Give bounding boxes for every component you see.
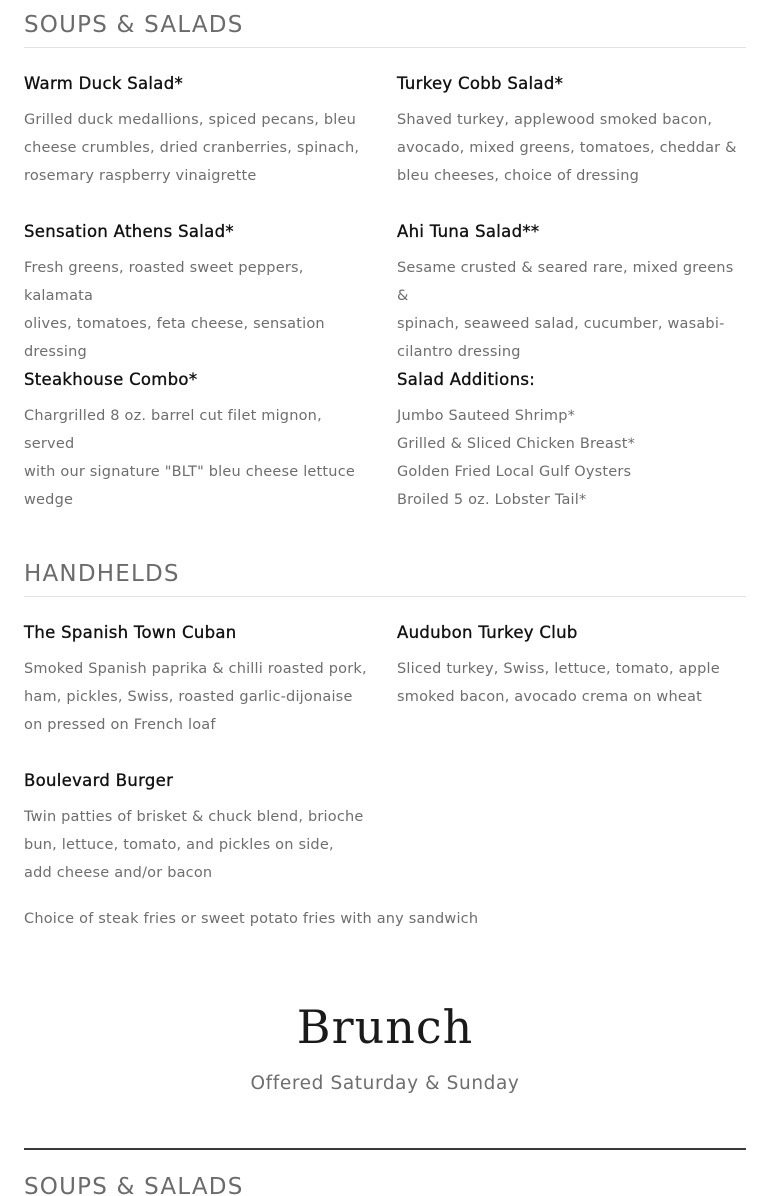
menu-item-name: Sensation Athens Salad* <box>24 222 234 241</box>
menu-item-description: Fresh greens, roasted sweet peppers, kalamata olives, tomatoes, feta cheese, sensation dressing <box>24 260 325 360</box>
menu-item-description: Chargrilled 8 oz. barrel cut filet mignon, served with our signature "BLT" bleu cheese lettuce wedge <box>24 408 355 508</box>
menu-item-description: Sesame crusted & seared rare, mixed greens & spinach, seaweed salad, cucumber, wasabi- cilantro dressing <box>397 260 734 360</box>
menu-item-name: Turkey Cobb Salad* <box>397 74 564 93</box>
section-title-handhelds: HANDHELDS <box>24 561 180 587</box>
menu-item-description: Sliced turkey, Swiss, lettuce, tomato, apple smoked bacon, avocado crema on wheat <box>397 661 720 705</box>
menu-item-name: Audubon Turkey Club <box>397 623 578 642</box>
menu-item <box>24 370 374 514</box>
brunch-divider <box>24 1148 746 1150</box>
menu-item-name: Boulevard Burger <box>24 771 174 790</box>
menu-item-description: Shaved turkey, applewood smoked bacon, avocado, mixed greens, tomatoes, cheddar & bleu cheeses, choice of dressing <box>397 112 737 184</box>
menu-item <box>24 74 374 190</box>
sandwich-sides-note: Choice of steak fries or sweet potato fries with any sandwich <box>24 911 479 927</box>
menu-item <box>397 222 747 366</box>
menu-item-name: The Spanish Town Cuban <box>24 623 237 642</box>
brunch-heading: Brunch <box>296 1000 474 1054</box>
section-title-soups-salads: SOUPS & SALADS <box>24 12 244 38</box>
menu-item <box>397 623 747 711</box>
section-divider <box>24 596 746 597</box>
menu-item-description: Twin patties of brisket & chuck blend, brioche bun, lettuce, tomato, and pickles on side, add cheese and/or bacon <box>24 809 364 881</box>
section-title-brunch-soups-salads: SOUPS & SALADS <box>24 1174 244 1196</box>
menu-item-name: Steakhouse Combo* <box>24 370 198 389</box>
menu-item <box>397 74 747 190</box>
menu-item <box>24 771 374 887</box>
section-divider <box>24 47 746 48</box>
menu-item-description: Grilled duck medallions, spiced pecans, bleu cheese crumbles, dried cranberries, spinach, rosemary raspberry vinaigrette <box>24 112 360 184</box>
menu-item <box>24 222 374 366</box>
menu-item-description: Jumbo Sauteed Shrimp* Grilled & Sliced Chicken Breast* Golden Fried Local Gulf Oysters Broiled 5 oz. Lobster Tail* <box>397 408 636 508</box>
menu-item-name: Warm Duck Salad* <box>24 74 184 93</box>
menu-item-salad-additions <box>397 370 747 514</box>
menu-item-name: Salad Additions: <box>397 370 536 389</box>
brunch-subtitle: Offered Saturday & Sunday <box>250 1073 520 1094</box>
menu-item-description: Smoked Spanish paprika & chilli roasted pork, ham, pickles, Swiss, roasted garlic-dijonaise on pressed on French loaf <box>24 661 367 733</box>
menu-item <box>24 623 374 739</box>
menu-item-name: Ahi Tuna Salad** <box>397 222 540 241</box>
